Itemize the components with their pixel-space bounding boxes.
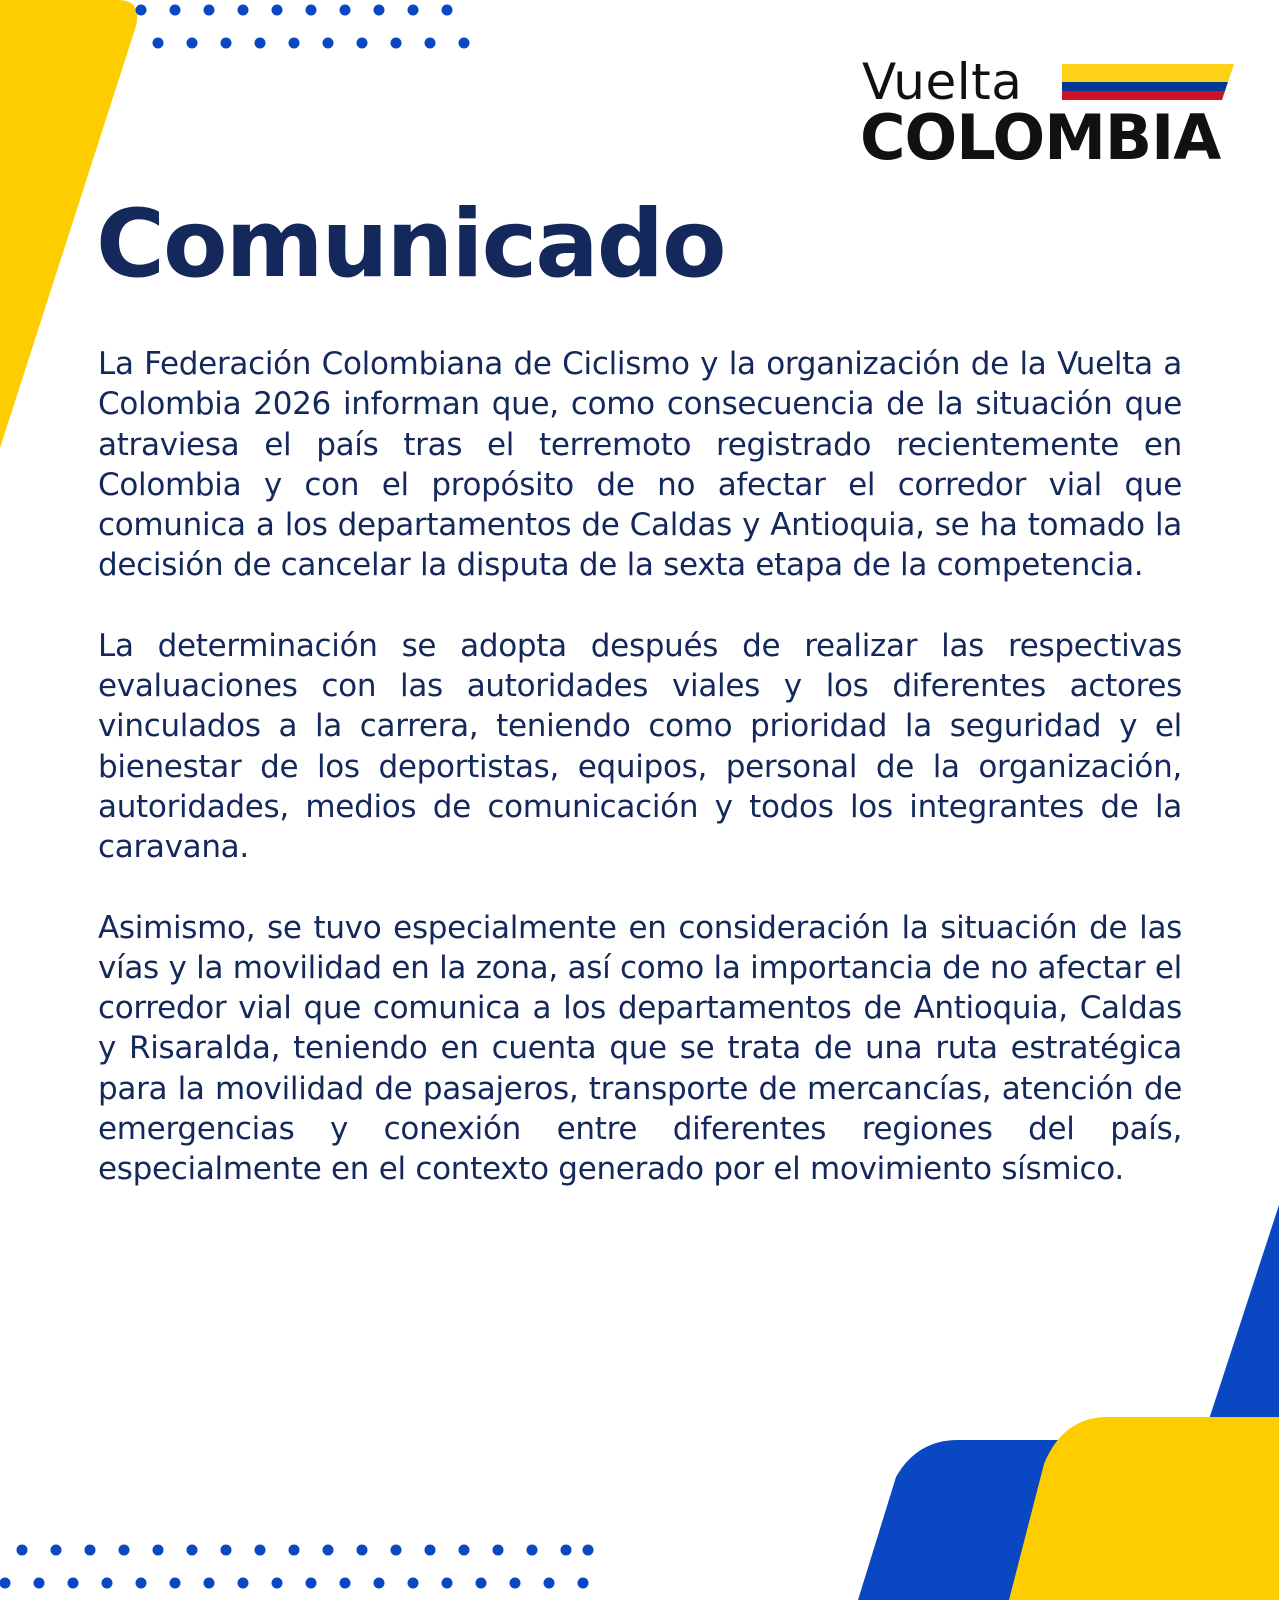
vuelta-colombia-logo [862, 54, 1242, 174]
page-title: Comunicado [96, 190, 725, 299]
dots-bottom [0, 1545, 594, 1589]
logo-text-vuelta: Vuelta [862, 53, 1023, 111]
paragraph-3: Asimismo, se tuvo especialmente en consideración la situación de las vías y la movilidad en la zona, así como la importancia de no afectar el corredor vial que comunica a los departamentos de Antioquia, Caldas y Risaralda, teniendo en cuenta que se trata de una ruta estratégica para la movilidad de pasajeros, transporte de mercancías, atención de emergencias y conexión entre diferentes regiones del país, especialmente en el contexto generado por el movimiento sísmico. [98, 909, 1182, 1188]
logo-text-colombia: COLOMBIA [860, 101, 1221, 174]
paragraph-2: La determinación se adopta después de realizar las respectivas evaluaciones con las autoridades viales y los diferentes actores vinculados a la carrera, teniendo como prioridad la seguridad y el bienestar de los deportistas, equipos, personal de la organización, autoridades, medios de comunicación y todos los integrantes de la caravana. [98, 627, 1182, 866]
colombia-flag-icon [1062, 64, 1234, 100]
dots-top [136, 5, 470, 49]
press-release-body [98, 344, 1182, 1230]
paragraph-1: La Federación Colombiana de Ciclismo y la organización de la Vuelta a Colombia 2026 informan que, como consecuencia de la situación que atraviesa el país tras el terremoto registrado recientemente en Colombia y con el propósito de no afectar el corredor vial que comunica a los departamentos de Caldas y Antioquia, se ha tomado la decisión de cancelar la disputa de la sexta etapa de la competencia. [98, 346, 1182, 584]
